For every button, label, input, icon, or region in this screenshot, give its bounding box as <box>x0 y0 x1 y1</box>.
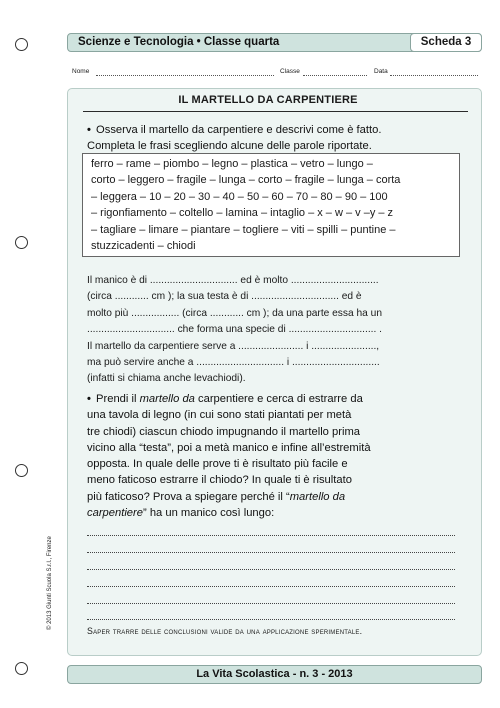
italic-phrase: carpentiere <box>87 507 143 520</box>
nome-field[interactable] <box>96 75 274 76</box>
classe-label: Classe <box>280 68 300 75</box>
binder-hole-1 <box>15 38 28 51</box>
answer-line[interactable] <box>87 586 455 587</box>
instruction-2-line: opposta. In quale delle prove ti è risultato più facile e <box>87 458 348 471</box>
answer-line[interactable] <box>87 552 455 553</box>
student-info-line <box>72 68 482 80</box>
scheda-label: Scheda 3 <box>410 33 482 52</box>
binder-hole-2 <box>15 236 28 249</box>
page-title: IL MARTELLO DA CARPENTIERE <box>178 94 358 106</box>
answer-line[interactable] <box>87 569 455 570</box>
bullet-icon: • <box>87 124 91 136</box>
fill-in-paragraph[interactable] <box>87 273 465 388</box>
instruction-1-line-2: Completa le frasi scegliendo alcune delle parole riportate. <box>87 140 372 153</box>
title-underline <box>83 111 468 112</box>
binder-hole-3 <box>15 464 28 477</box>
binder-hole-4 <box>15 662 28 675</box>
paragraph-line: ma può servire anche a ............................... i ............................... <box>87 357 380 369</box>
instruction-2-line: carpentiere” ha un manico così lungo: <box>87 507 275 520</box>
nome-label: Nome <box>72 68 90 75</box>
learning-objective: Saper trarre delle conclusioni valide da una applicazione sperimentale. <box>87 626 363 636</box>
answer-line[interactable] <box>87 603 455 604</box>
instruction-2 <box>87 391 467 521</box>
classe-field[interactable] <box>303 75 367 76</box>
paragraph-line: molto più ................. (circa ............ cm ); da una parte essa ha un <box>87 307 382 319</box>
paragraph-line: Il martello da carpentiere serve a ....................... i ......................., <box>87 340 380 352</box>
footer-bar: La Vita Scolastica - n. 3 - 2013 <box>67 665 482 684</box>
instruction-2-line: Prendi il martello da carpentiere e cerca di estrarre da <box>96 393 363 405</box>
header-bar <box>67 33 482 52</box>
paragraph-line: Il manico è di ............................... ed è molto ............................... <box>87 275 379 286</box>
data-label: Data <box>374 68 388 75</box>
bullet-icon: • <box>87 393 91 405</box>
copyright-notice: © 2013 Giunti Scuola S.r.l., Firenze <box>47 536 53 630</box>
word-bank-line: – rigonfiamento – coltello – lamina – intaglio – x – w – v –y – z <box>91 207 394 220</box>
instruction-2-line: tre chiodi) ciascun chiodo impugnando il martello prima <box>87 425 360 438</box>
word-bank-line: – leggera – 10 – 20 – 30 – 40 – 50 – 60 – 70 – 80 – 90 – 100 <box>91 190 388 203</box>
instruction-1 <box>87 122 467 155</box>
answer-line[interactable] <box>87 619 455 620</box>
word-bank-box <box>82 153 460 257</box>
italic-phrase: martello da <box>289 490 346 503</box>
header-title: Scienze e Tecnologia • Classe quarta <box>78 36 280 48</box>
word-bank-line: – tagliare – limare – piantare – togliere – viti – spilli – puntine – <box>91 223 396 236</box>
word-bank-line: ferro – rame – piombo – legno – plastica – vetro – lungo – <box>91 158 373 170</box>
paragraph-line: (circa ............ cm ); la sua testa è di ............................... ed è <box>87 291 362 303</box>
instruction-2-line: una tavola di legno (in cui sono stati piantati per metà <box>87 409 352 422</box>
instruction-2-line: meno faticoso estrarre il chiodo? In quale ti è risultato <box>87 474 352 487</box>
italic-phrase: martello da <box>139 393 195 405</box>
instruction-2-line: vicino alla “testa”, poi a metà manico e infine all’estremità <box>87 441 371 454</box>
paragraph-line: (infatti si chiama anche levachiodi). <box>87 373 246 385</box>
answer-line[interactable] <box>87 535 455 536</box>
instruction-2-line: più faticoso? Prova a spiegare perché il “martello da <box>87 490 346 503</box>
instruction-1-line-1: Osserva il martello da carpentiere e descrivi come è fatto. <box>96 124 382 136</box>
word-bank-line: corto – leggero – fragile – lunga – corto – fragile – lunga – corta <box>91 174 401 187</box>
paragraph-line: ............................... che forma una specie di ............................... . <box>87 324 382 336</box>
data-field[interactable] <box>390 75 478 76</box>
word-bank-line: stuzzicadenti – chiodi <box>91 240 196 253</box>
